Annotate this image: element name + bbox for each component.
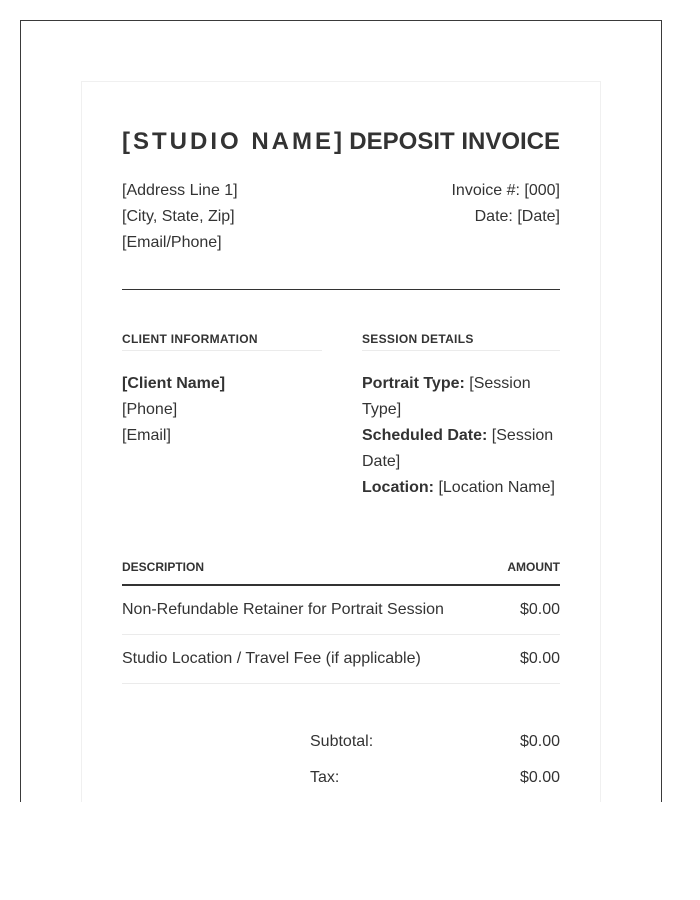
invoice-meta <box>451 178 560 230</box>
invoice-header <box>122 128 560 156</box>
line-items-table <box>122 560 560 684</box>
portrait-type-label: Portrait Type: <box>362 375 465 392</box>
client-email: [Email] <box>122 427 171 444</box>
client-name: [Client Name] <box>122 375 226 392</box>
location-value: [Location Name] <box>434 479 555 496</box>
address-email-phone: [Email/Phone] <box>122 234 222 251</box>
scheduled-date-label: Scheduled Date: <box>362 427 488 444</box>
tax-label: Tax: <box>310 769 340 786</box>
invoice-sheet <box>81 81 601 802</box>
location-label: Location: <box>362 479 434 496</box>
invoice-number: Invoice #: [000] <box>451 182 560 199</box>
item-amount: $0.00 <box>519 601 560 618</box>
session-details <box>362 332 560 501</box>
client-information-heading: CLIENT INFORMATION <box>122 332 322 351</box>
invoice-date: Date: [Date] <box>474 208 560 225</box>
scheduled-date <box>362 423 560 475</box>
studio-name: [STUDIO NAME] <box>122 128 345 155</box>
table-row <box>122 586 560 635</box>
column-amount: AMOUNT <box>507 560 560 574</box>
address-city-state-zip: [City, State, Zip] <box>122 208 235 225</box>
item-description: Non-Refundable Retainer for Portrait Session <box>122 601 444 618</box>
subtotal-value: $0.00 <box>519 733 560 750</box>
table-row <box>122 635 560 684</box>
header-divider <box>122 289 560 290</box>
subtotal-label: Subtotal: <box>310 733 374 750</box>
item-amount: $0.00 <box>519 650 560 667</box>
item-description: Studio Location / Travel Fee (if applicable) <box>122 650 421 667</box>
totals-block <box>310 730 560 802</box>
scheduled-date-value: [Session Date] <box>362 427 554 470</box>
tax-row <box>310 766 560 802</box>
page-viewport <box>20 20 662 802</box>
client-phone: [Phone] <box>122 401 178 418</box>
address-line-1: [Address Line 1] <box>122 182 238 199</box>
location <box>362 475 560 501</box>
tax-value: $0.00 <box>519 769 560 786</box>
studio-address <box>122 178 238 256</box>
line-items-header <box>122 560 560 586</box>
column-description: DESCRIPTION <box>122 560 205 574</box>
document-title: DEPOSIT INVOICE <box>349 128 560 155</box>
portrait-type-value: [Session Type] <box>362 375 531 418</box>
subtotal-row <box>310 730 560 766</box>
portrait-type <box>362 371 560 423</box>
client-information <box>122 332 322 449</box>
session-details-heading: SESSION DETAILS <box>362 332 560 351</box>
